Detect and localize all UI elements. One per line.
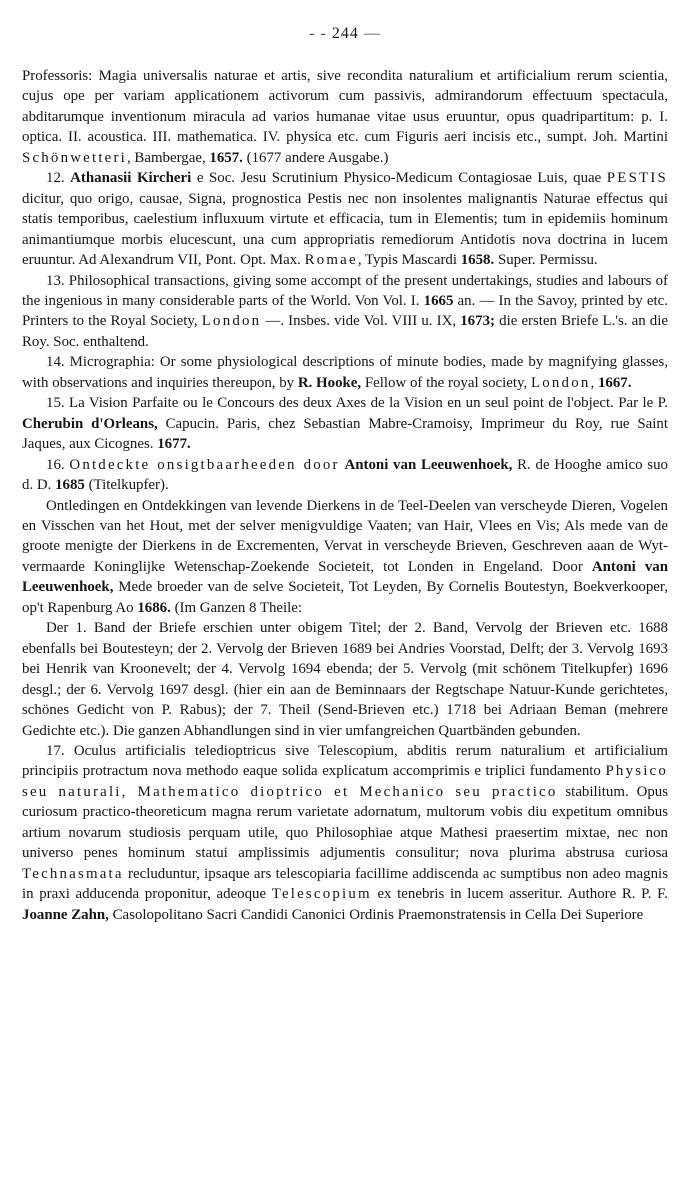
page-number: 244 xyxy=(331,25,359,42)
spaced-text: PESTIS xyxy=(606,170,668,187)
page-number-dash-left: - - xyxy=(309,25,327,42)
bold-text: 1665 xyxy=(423,292,454,309)
text-run: recluduntur, ipsaque ars telescopiaria facillime addiscenda ac sumptibus non adeo magnis in praxi adducenda proponitur, adeoque xyxy=(22,865,668,903)
bold-text: Antoni van Leeuwenhoek, xyxy=(344,456,513,473)
text-run: R. de Hooghe amico suo d. D. xyxy=(22,456,668,494)
bold-text: 1658. xyxy=(460,252,495,269)
text-run: (1677 andere Ausgabe.) xyxy=(242,149,389,166)
bold-text: Athanasii Kircheri xyxy=(70,170,192,187)
text-run: 13. Philosophical transactions, giving some accompt of the present undertakings, studies and labours of the ingenious in many considerable parts of the World. Von Vol. I. xyxy=(22,272,668,309)
text-run: Mede broeder van de selve Societeit, Tot Leyden, By Cornelis Boutestyn, Boekverkooper, op't Rapenburg Ao xyxy=(22,579,668,616)
entry-14-micrographia xyxy=(22,352,668,393)
bold-text: 1667. xyxy=(597,374,632,391)
text-run: e Soc. Jesu Scrutinium Physico-Medicum Contagiosae Luis, quae xyxy=(191,170,607,187)
text-run: an. — In the Savoy, printed by etc. Printers to the Royal Society, xyxy=(22,292,668,330)
bold-text: 1677. xyxy=(157,436,191,453)
spaced-text: Physico seu naturali, Mathematico dioptrico et Mechanico seu practico xyxy=(22,763,668,800)
text-run: 17. Oculus artificialis teledioptricus sive Telescopium, abditis rerum naturalium et artificialium principiis protractum nova methodo eaque solida explicatum accomprimis e triplici fundamento xyxy=(22,742,668,780)
spaced-text: London xyxy=(201,313,262,330)
bold-text: Antoni van Leeuwenhoek, xyxy=(22,558,668,596)
text-run: Fellow of the royal society, xyxy=(361,374,531,391)
spaced-text: Schönwetteri xyxy=(22,149,127,166)
text-run: stabilitum. Opus curiosum practico-theoreticum magna rerum varietate adornatum, multorum vobis diu expetitum omnibus artium novarum studiosis perquam utile, quo Philosophiae atque Mathesi praesertim mixtae, nec non universo penes hominum statui amplissimis adjumentis consulitur; nova plurima abstrusa curiosa xyxy=(22,783,669,862)
bold-text: 1673; xyxy=(460,313,495,330)
text-run: 15. La Vision Parfaite ou le Concours des deux Axes de la Vision en un seul point de l'object. Par le P. xyxy=(46,395,668,412)
text-run: Professoris: Magia universalis naturae et artis, sive recondita naturalium et artificialium rerum scientia, cujus ope per variam applicationem activorum cum passivis, admirandorum effectuum spectacula, abditarumque inventionum miracula ad varios humanae vitae usus eruuntur, opus quadripartitum: p. I. optica. II. acoustica. III. mathematica. IV. physica etc. cum Figuris aeri incisis etc., sumpt. Joh. Martini xyxy=(22,68,668,146)
text-run: —. Insbes. vide Vol. VIII u. IX, xyxy=(261,313,461,330)
page-number-header xyxy=(22,24,668,44)
bold-text: Joanne Zahn, xyxy=(22,906,109,923)
entry-17-oculus-artificialis xyxy=(22,741,668,925)
text-run: Casolopolitano Sacri Candidi Canonici Ordinis Praemonstratensis in Cella Dei Superiore xyxy=(108,906,644,923)
text-run: die ersten Briefe L.'s. an die Roy. Soc. enthaltend. xyxy=(22,313,669,350)
entry-16-ontledingen xyxy=(22,496,668,619)
bold-text: Cherubin d'Orleans, xyxy=(22,415,158,432)
spaced-text: Romae xyxy=(304,252,358,269)
spaced-text: Ontdeckte onsigtbaarheeden door xyxy=(69,456,340,473)
entry-11-continuation xyxy=(22,66,668,168)
bold-text: 1657. xyxy=(209,149,243,166)
text-run: (Titelkupfer). xyxy=(84,477,169,494)
text-run: (Im Ganzen 8 Theile: xyxy=(170,599,303,616)
text-run: Der 1. Band der Briefe erschien unter obigem Titel; der 2. Band, Vervolg der Brieven etc. 1688 ebenfalls bei Boutesteyn; der 2. Vervolg der Brieven 1689 bei Andries Voorstad, Delft; der 3. Vervolg 1693 bei Henrik van Kroonevelt; der 4. Vervolg 1694 ebenda; der 5. Vervolg (mit schönem Titelkupfer) 1696 desgl.; der 6. Vervolg 1697 desgl. (hier ein aan de Beminnaars der Regtschape Natuur-Kunde gerichtetes, schönes Gedicht von P. Rabus); der 7. Theil (Send-Brieven etc.) 1718 bei Adriaan Beman (mehrere Gedichte etc.). Die ganzen Abhandlungen sind in vier umfangreichen Quartbänden gebunden. xyxy=(22,620,668,739)
text-run: , xyxy=(590,374,598,391)
entry-12-kircher xyxy=(22,168,668,270)
text-run: 16. xyxy=(46,456,70,473)
spaced-text: Telescopium xyxy=(271,886,372,903)
text-run: dicitur, quo origo, causae, Signa, prognostica Pestis nec non insolentes malignantis Naturae effectus qui statis temporibus, caelestium influxuum virtute et efficacia, tum in Elementis; tum in epidemiis hominum animantiumque morbis elucescunt, una cum appropriatis remediorum Antidotis nova doctrina in lucem eruuntur. Ad Alexandrum VII, Pont. Opt. Max. xyxy=(22,190,668,269)
text-run: , Bambergae, xyxy=(126,149,210,166)
text-run: 14. Micrographia: Or some physiological descriptions of minute bodies, made by magnifying glasses, with observations and inquiries thereupon, by xyxy=(22,354,668,391)
entry-15-vision-parfaite xyxy=(22,393,668,454)
entry-13-philosophical-transactions xyxy=(22,271,668,353)
bold-text: 1685 xyxy=(55,477,85,494)
spaced-text: Technasmata xyxy=(22,865,124,882)
entry-16-ontdeckte xyxy=(22,455,668,496)
bold-text: 1686. xyxy=(137,599,171,616)
text-run: , Typis Mascardi xyxy=(357,252,461,269)
text-run: Super. Permissu. xyxy=(494,252,598,269)
entry-16-band-notes xyxy=(22,618,668,741)
spaced-text: London xyxy=(530,374,591,391)
text-run: Capucin. Paris, chez Sebastian Mabre-Cramoisy, Imprimeur du Roy, rue Saint Jaques, aux Cicognes. xyxy=(22,415,668,453)
page-number-dash-right: — xyxy=(363,25,381,42)
bold-text: R. Hooke, xyxy=(297,374,362,391)
text-run: 12. xyxy=(46,170,71,187)
text-run: ex tenebris in lucem asseritur. Authore R. P. F. xyxy=(371,886,668,903)
text-run: Ontledingen en Ontdekkingen van levende Dierkens in de Teel-Deelen van verscheyde Dieren, Vogelen en Visschen van het Hout, met der selver menigvuldige Vaaten; van Hair, Vlees en Vis; Als mede van de groote menigte der Dierkens in de Excrementen, Vervat in verscheyde Brieven, Geschreven aaan de Wyt-vermaarde Koninglijke Wetenschap-Zoekende Societeit, tot Londen in Engeland. Door xyxy=(22,497,668,575)
